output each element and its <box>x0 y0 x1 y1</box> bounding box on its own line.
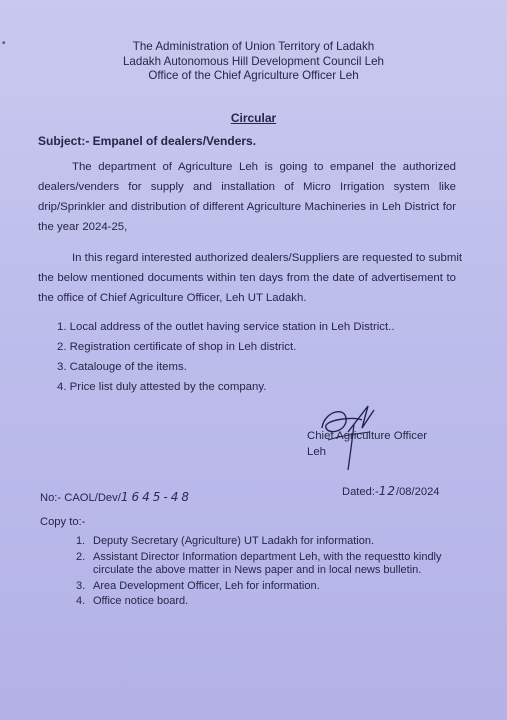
paragraph-1 <box>38 157 456 237</box>
list-number: 1. <box>76 535 86 547</box>
documents-list <box>57 317 394 397</box>
list-text: Price list duly attested by the company. <box>69 381 267 393</box>
paragraph-2-line-2: the below mentioned documents within ten days from the date of advertisement to <box>38 272 456 284</box>
list-number: 2. <box>57 341 67 353</box>
letterhead <box>0 40 507 84</box>
list-text: Office notice board. <box>93 595 189 607</box>
letterhead-line-2: Ladakh Autonomous Hill Development Council Leh <box>122 54 385 68</box>
document-title: Circular <box>230 111 277 125</box>
letterhead-line-3: Office of the Chief Agriculture Officer Leh <box>148 69 359 82</box>
dated-label: Dated:- <box>342 486 379 498</box>
list-item <box>76 535 466 549</box>
paragraph-1-line-1: The department of Agriculture Leh is going to empanel the authorized <box>72 161 456 173</box>
paragraph-1-line-4: the year 2024-25, <box>38 221 128 233</box>
list-text: Local address of the outlet having service station in Leh District.. <box>69 321 395 333</box>
list-item <box>76 580 466 594</box>
signatory-place: Leh <box>307 446 327 458</box>
paragraph-2 <box>38 248 463 308</box>
list-item <box>76 595 466 609</box>
list-number: 1. <box>57 321 67 333</box>
letterhead-line-1: The Administration of Union Territory of Ladakh <box>132 40 375 53</box>
dated-rest: /08/2024 <box>395 486 440 498</box>
list-item <box>57 377 394 397</box>
list-item <box>76 551 466 578</box>
list-number: 4. <box>57 381 67 393</box>
list-number: 3. <box>57 361 67 373</box>
list-item <box>57 337 394 357</box>
paragraph-2-line-1: In this regard interested authorized dealers/Suppliers are requested to submit <box>72 252 463 264</box>
copy-to-label: Copy to:- <box>40 516 86 528</box>
copy-to-list <box>76 535 466 611</box>
reference-label: No:- CAOL/Dev/ <box>40 492 121 504</box>
list-text: Assistant Director Information department Leh, with the requestto kindly circulate the above matter in News paper and in local news bulletin. <box>93 550 442 576</box>
list-number: 3. <box>76 579 86 592</box>
paragraph-2-line-3: the office of Chief Agriculture Officer, Leh UT Ladakh. <box>38 292 307 304</box>
list-text: Catalouge of the items. <box>69 361 187 373</box>
list-item <box>57 317 394 337</box>
list-text: Registration certificate of shop in Leh district. <box>69 341 297 353</box>
signatory-title: Chief Agriculture Officer <box>307 430 428 442</box>
reference-handwritten: 1645-48 <box>120 490 192 504</box>
signatory-block <box>307 428 427 460</box>
dated-line <box>342 484 440 498</box>
edge-mark: • <box>2 38 6 49</box>
list-item <box>57 357 394 377</box>
subject-line: Subject:- Empanel of dealers/Venders. <box>38 134 257 148</box>
list-number: 2. <box>76 550 86 563</box>
list-number: 4. <box>76 595 86 607</box>
paragraph-1-line-3: drip/Sprinkler and distribution of different Agriculture Machineries in Leh District for <box>38 201 456 213</box>
reference-number <box>40 490 192 504</box>
dated-day-handwritten: 12 <box>378 484 396 498</box>
paragraph-1-line-2: dealers/venders for supply and installation of Micro Irrigation system like <box>38 181 456 193</box>
list-text: Area Development Officer, Leh for information. <box>93 579 320 592</box>
list-text: Deputy Secretary (Agriculture) UT Ladakh for information. <box>93 535 375 547</box>
